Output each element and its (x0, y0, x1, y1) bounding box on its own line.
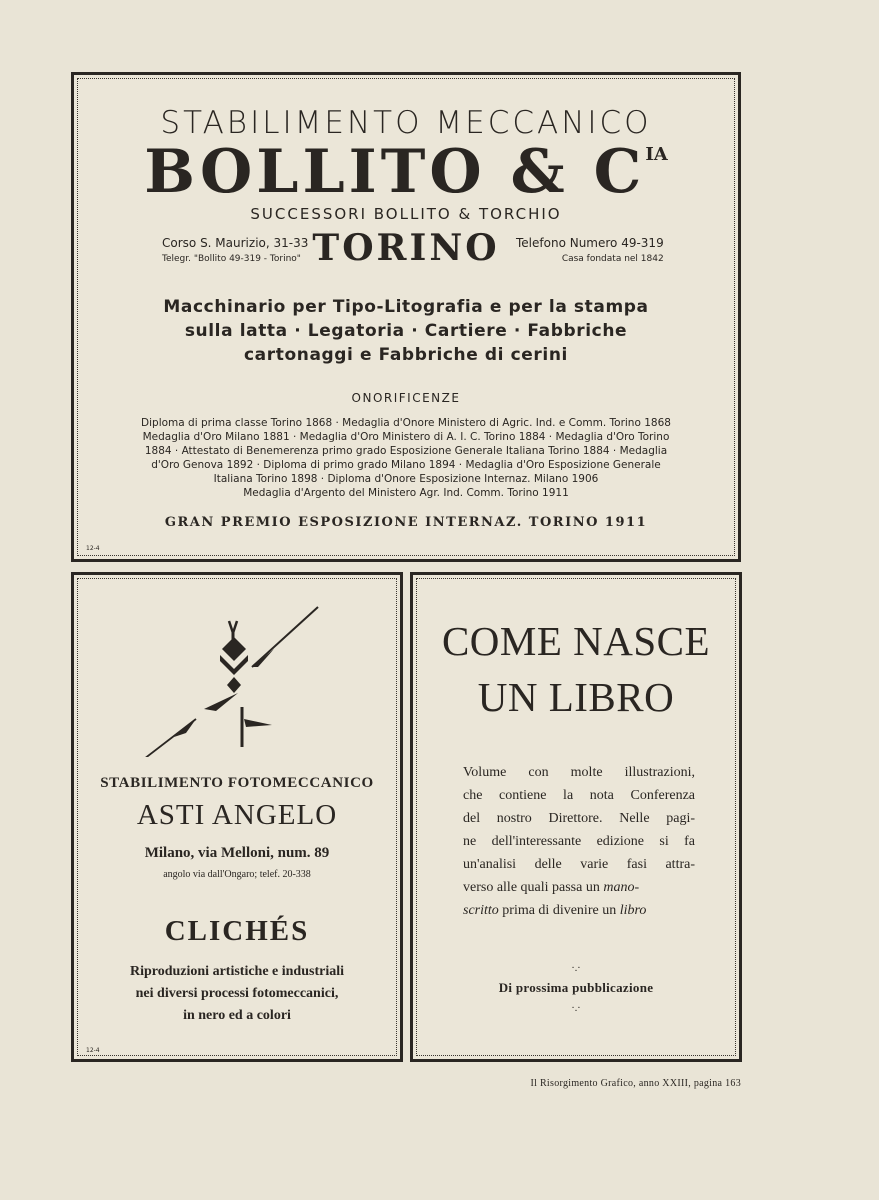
libro-body-line: verso alle quali passa un mano- (463, 880, 640, 895)
honors-heading: ONORIFICENZE (351, 391, 461, 405)
bollito-phone-block (516, 235, 664, 267)
libro-title (413, 613, 739, 725)
repro-line: Riproduzioni artistiche e industriali (129, 964, 345, 979)
libro-description (463, 761, 695, 922)
libro-title-line: COME NASCE (441, 618, 711, 664)
bollito-name-superscript: IA (645, 144, 668, 165)
repro-line: nei diversi processi fotomeccanici, (135, 986, 339, 1001)
machinery-line: Macchinario per Tipo-Litografia e per la stampa (163, 297, 649, 317)
libro-title-line: UN LIBRO (477, 674, 675, 720)
libro-body-line: ne dell'interessante edizione si fa (463, 834, 695, 849)
asti-cliches: CLICHÉS (164, 915, 310, 947)
honors-line: d'Oro Genova 1892 · Diploma di primo grado Milano 1894 · Medaglia d'Oro Esposizione Generale (151, 459, 661, 471)
machinery-line: cartonaggi e Fabbriche di cerini (244, 345, 568, 365)
libro-publication: Di prossima pubblicazione (498, 980, 654, 995)
ad-code: 12-4 (86, 1047, 100, 1054)
libro-body-line: del nostro Direttore. Nelle pagi- (463, 811, 695, 826)
honors-line: Diploma di prima classe Torino 1868 · Medaglia d'Onore Ministero di Agric. Ind. e Comm. Torino 1868 (141, 417, 671, 429)
libro-advertisement (410, 572, 742, 1062)
libro-body-line: che contiene la nota Conferenza (463, 788, 695, 803)
bollito-founded: Casa fondata nel 1842 (561, 254, 664, 264)
bollito-telegram: Telegr. "Bollito 49-319 - Torino" (162, 254, 301, 264)
libro-body-line: Volume con molte illustrazioni, (463, 765, 695, 780)
bollito-machinery (74, 295, 738, 367)
bollito-advertisement (71, 72, 741, 562)
ad-code: 12-4 (86, 545, 100, 552)
honors-line: Italiana Torino 1898 · Diploma d'Onore Esposizione Internaz. Milano 1906 (213, 473, 599, 485)
ornament-dots: ·.· (571, 963, 581, 974)
honors-list (74, 416, 738, 500)
honors-line: Medaglia d'Oro Milano 1881 · Medaglia d'Oro Ministero di A. I. C. Torino 1884 · Medaglia d'Oro Torino (142, 431, 670, 443)
bollito-city: TORINO (312, 227, 500, 269)
asti-header: STABILIMENTO FOTOMECCANICO (100, 775, 374, 791)
arrow-bird-logo-icon (134, 597, 334, 757)
asti-advertisement (71, 572, 403, 1062)
page-footer: Il Risorgimento Grafico, anno XXIII, pagina 163 (530, 1078, 741, 1089)
grand-prize: GRAN PREMIO ESPOSIZIONE INTERNAZ. TORINO 1911 (164, 515, 648, 530)
bollito-address: Corso S. Maurizio, 31-33 (162, 236, 309, 250)
honors-line: Medaglia d'Argento del Ministero Agr. Ind. Comm. Torino 1911 (243, 487, 569, 499)
asti-corner: angolo via dall'Ongaro; telef. 20-338 (163, 869, 311, 880)
asti-address: Milano, via Melloni, num. 89 (144, 845, 330, 861)
honors-line: 1884 · Attestato di Benemerenza primo grado Esposizione Generale Italiana Torino 1884 · Medaglia (144, 445, 668, 457)
repro-line: in nero ed a colori (183, 1008, 291, 1023)
bollito-header: STABILIMENTO MECCANICO (160, 105, 652, 141)
bollito-successors: SUCCESSORI BOLLITO & TORCHIO (250, 205, 562, 223)
ornament-dots: ·.· (571, 1003, 581, 1014)
asti-company-name: ASTI ANGELO (136, 799, 338, 831)
libro-body-line: un'analisi delle varie fasi attra- (463, 857, 695, 872)
libro-body-line: scritto prima di divenire un libro (463, 903, 647, 918)
bollito-phone: Telefono Numero 49-319 (516, 236, 664, 250)
asti-reproductions (74, 961, 400, 1027)
machinery-line: sulla latta · Legatoria · Cartiere · Fabbriche (184, 321, 628, 341)
bollito-company-name: BOLLITO & $C^{IA}$ (144, 137, 668, 207)
